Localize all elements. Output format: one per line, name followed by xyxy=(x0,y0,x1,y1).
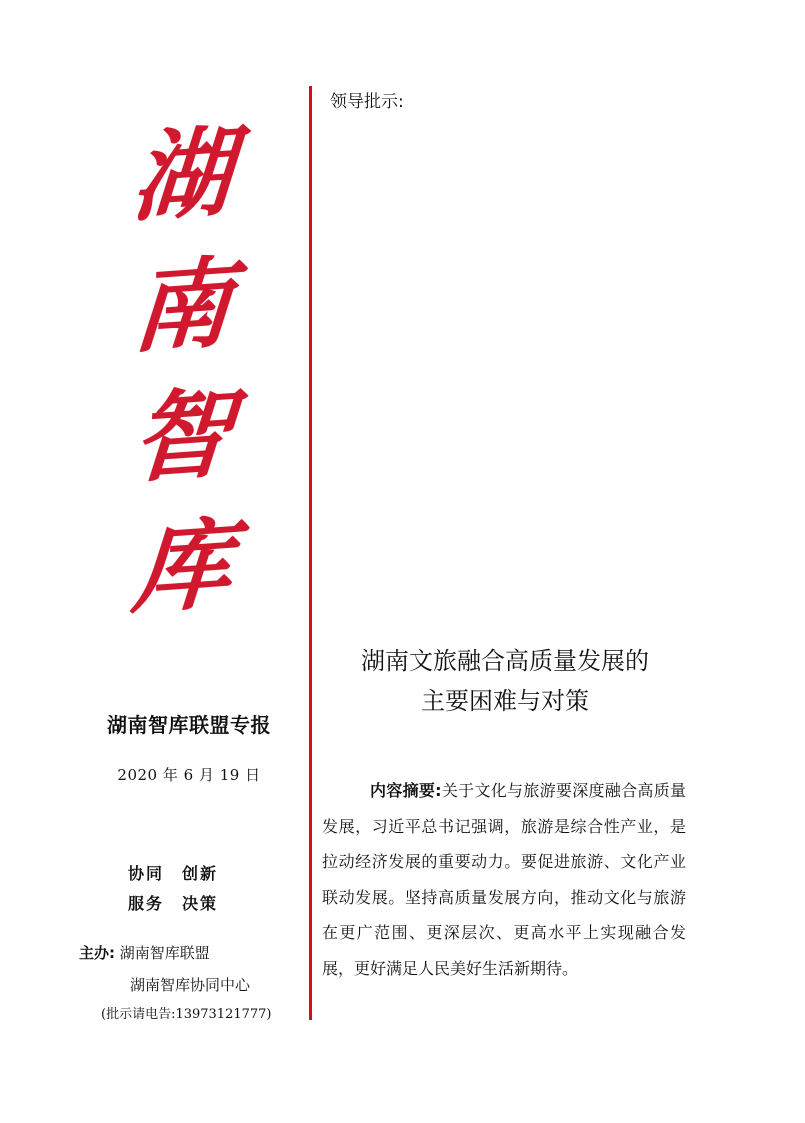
leader-instruction-label: 领导批示: xyxy=(330,92,404,112)
abstract-text: 关于文化与旅游要深度融合高质量发展，习近平总书记强调，旅游是综合性产业，是拉动经济发展的重要动力。要促进旅游、文化产业联动发展。坚持高质量发展方向，推动文化与旅游在更广范围、更深层次、更高水平上实现融合发展，更好满足人民美好生活新期待。 xyxy=(322,781,686,978)
title-line: 湖南文旅融合高质量发展的 xyxy=(361,647,649,675)
abstract-label: 内容摘要: xyxy=(370,781,442,800)
article-title xyxy=(330,641,680,721)
masthead-character: 湖 xyxy=(128,114,236,237)
host-organization: 湖南智库协同中心 xyxy=(130,976,251,994)
host-label: 主办: xyxy=(79,944,115,962)
motto-line: 协同 创新 xyxy=(128,864,219,883)
approval-phone: (批示请电告:13973121777) xyxy=(101,1007,272,1022)
masthead-character: 库 xyxy=(128,506,236,629)
vertical-divider xyxy=(309,86,312,1020)
host-organizations xyxy=(79,937,250,1001)
title-line: 主要困难与对策 xyxy=(421,687,589,715)
masthead-calligraphy xyxy=(112,114,252,629)
report-date: 2020 年 6 月 19 日 xyxy=(117,766,261,784)
masthead-character: 南 xyxy=(128,245,236,367)
alliance-report-title: 湖南智库联盟专报 xyxy=(107,713,271,737)
host-organization: 湖南智库联盟 xyxy=(119,944,210,962)
abstract xyxy=(322,773,686,986)
motto-line: 服务 决策 xyxy=(128,894,219,913)
motto xyxy=(128,859,218,919)
masthead-character: 智 xyxy=(128,376,236,498)
